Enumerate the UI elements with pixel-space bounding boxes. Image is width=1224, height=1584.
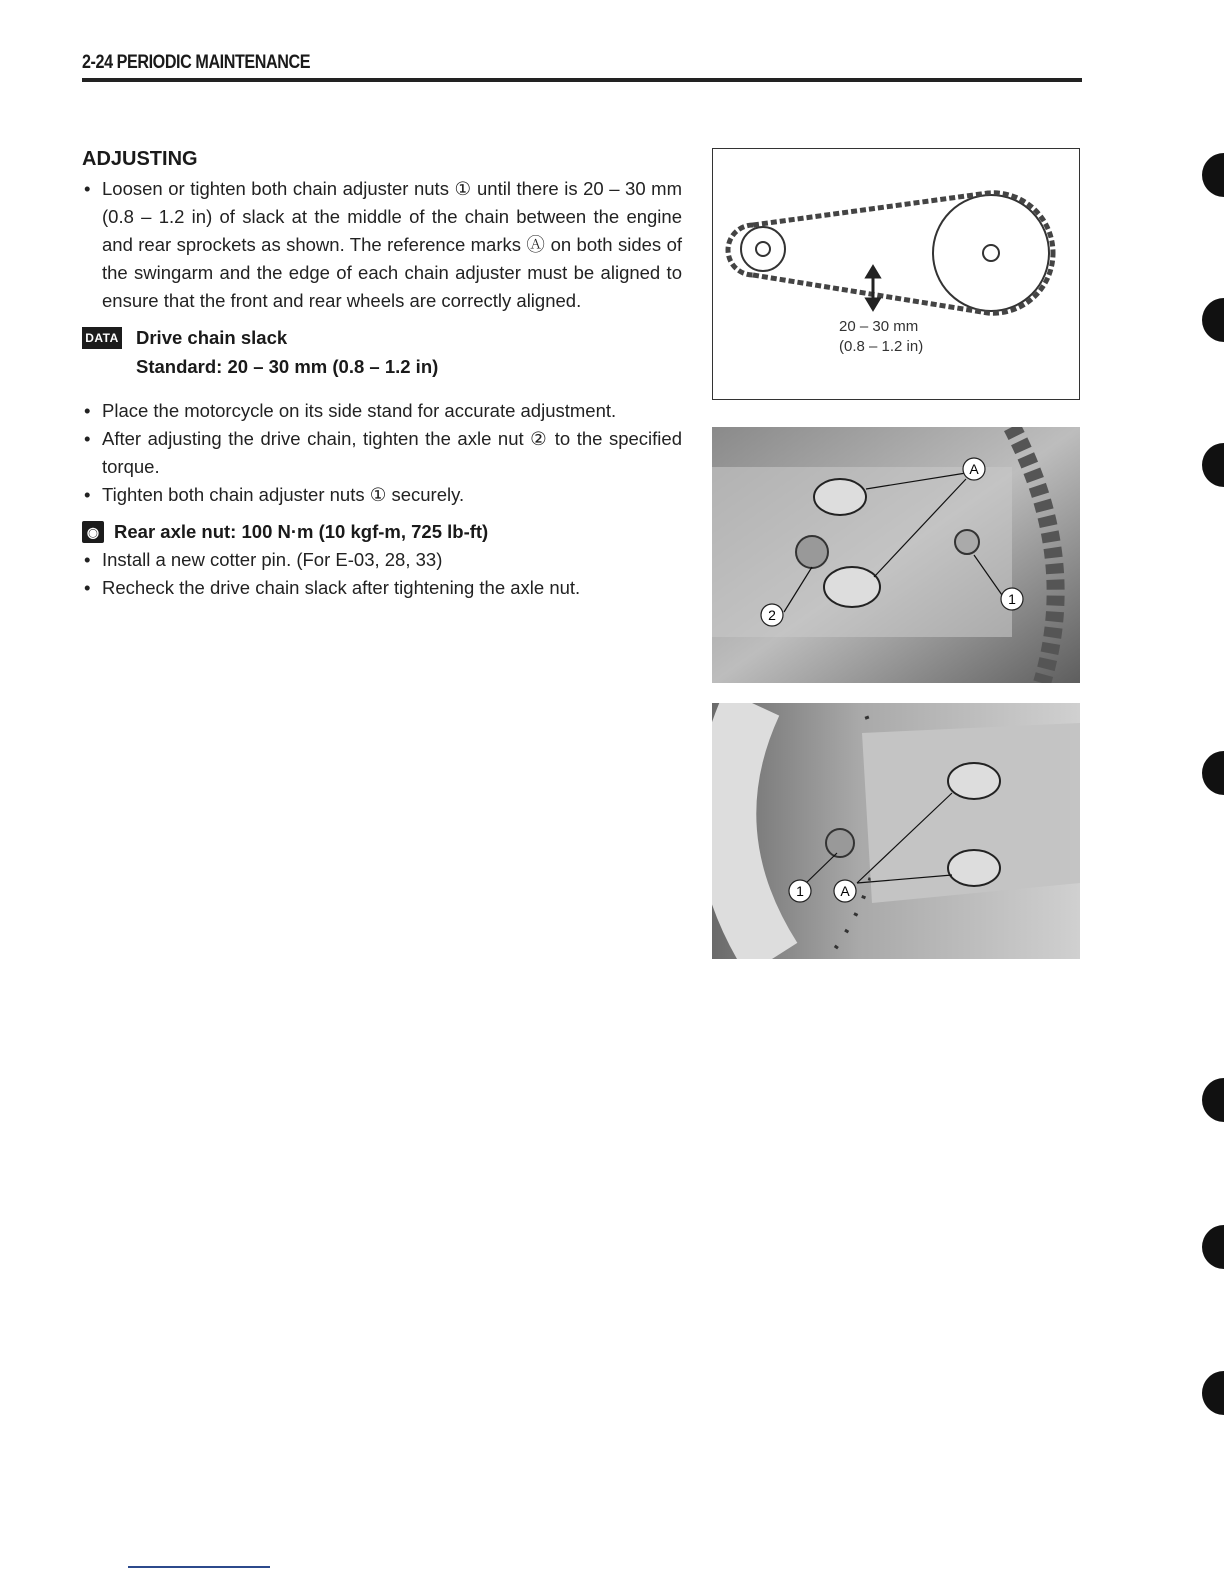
thumb-tab-4	[1178, 748, 1224, 798]
text-column	[82, 148, 682, 602]
spec-axle-torque	[82, 517, 682, 546]
photo1-label-2: 2	[768, 607, 776, 623]
adjuster-photo-1	[712, 427, 1080, 683]
photo1-label-1: 1	[1008, 591, 1016, 607]
thumb-tab-1	[1178, 150, 1224, 200]
bullet-tighten: • Tighten both chain adjuster nuts ① securely.	[82, 481, 682, 509]
bullet-loosen: • Loosen or tighten both chain adjuster nuts ① until there is 20 – 30 mm (0.8 – 1.2 in) of slack at the middle of the chain between the engine and rear sprockets as shown. The reference marks Ⓐ on both sides of the swingarm and the edge of each chain adjuster must be aligned to ensure that the front and rear wheels are correctly aligned.	[82, 175, 682, 315]
photo1-label-a: A	[969, 461, 979, 477]
spec-torque-text: Rear axle nut: 100 N·m (10 kgf-m, 725 lb-ft)	[114, 521, 489, 542]
torque-wrench-icon: ◉	[82, 521, 104, 543]
photo2-label-1: 1	[796, 883, 804, 899]
thumb-tab-2	[1178, 295, 1224, 345]
page-header	[82, 52, 1082, 74]
chain-slack-diagram	[712, 148, 1080, 400]
thumb-tab-5	[1178, 1075, 1224, 1125]
bullet-recheck: • Recheck the drive chain slack after tightening the axle nut.	[82, 574, 682, 602]
thumb-tab-6	[1178, 1222, 1224, 1272]
spec-title: Drive chain slack	[136, 327, 288, 348]
spec-chain-slack	[82, 323, 682, 381]
page-label: 2-24 PERIODIC MAINTENANCE	[82, 52, 311, 73]
slack-label-mm: 20 – 30 mm	[839, 318, 919, 335]
adjuster-photo-2	[712, 703, 1080, 959]
footer-rule	[128, 1566, 270, 1568]
thumb-tab-3	[1178, 440, 1224, 490]
spec-value: Standard: 20 – 30 mm (0.8 – 1.2 in)	[136, 356, 439, 377]
slack-label-in: (0.8 – 1.2 in)	[839, 338, 924, 355]
header-rule	[82, 78, 1082, 82]
chain-diagram-svg	[713, 149, 1078, 398]
bullet-side-stand: • Place the motorcycle on its side stand for accurate adjustment.	[82, 397, 682, 425]
photo2-label-a: A	[840, 883, 850, 899]
data-icon: DATA	[82, 327, 122, 349]
thumb-tab-7	[1178, 1368, 1224, 1418]
bullet-cotter-pin: • Install a new cotter pin. (For E-03, 28, 33)	[82, 546, 682, 574]
bullet-axle-nut: • After adjusting the drive chain, tighten the axle nut ② to the specified torque.	[82, 425, 682, 481]
section-heading: ADJUSTING	[82, 148, 198, 170]
